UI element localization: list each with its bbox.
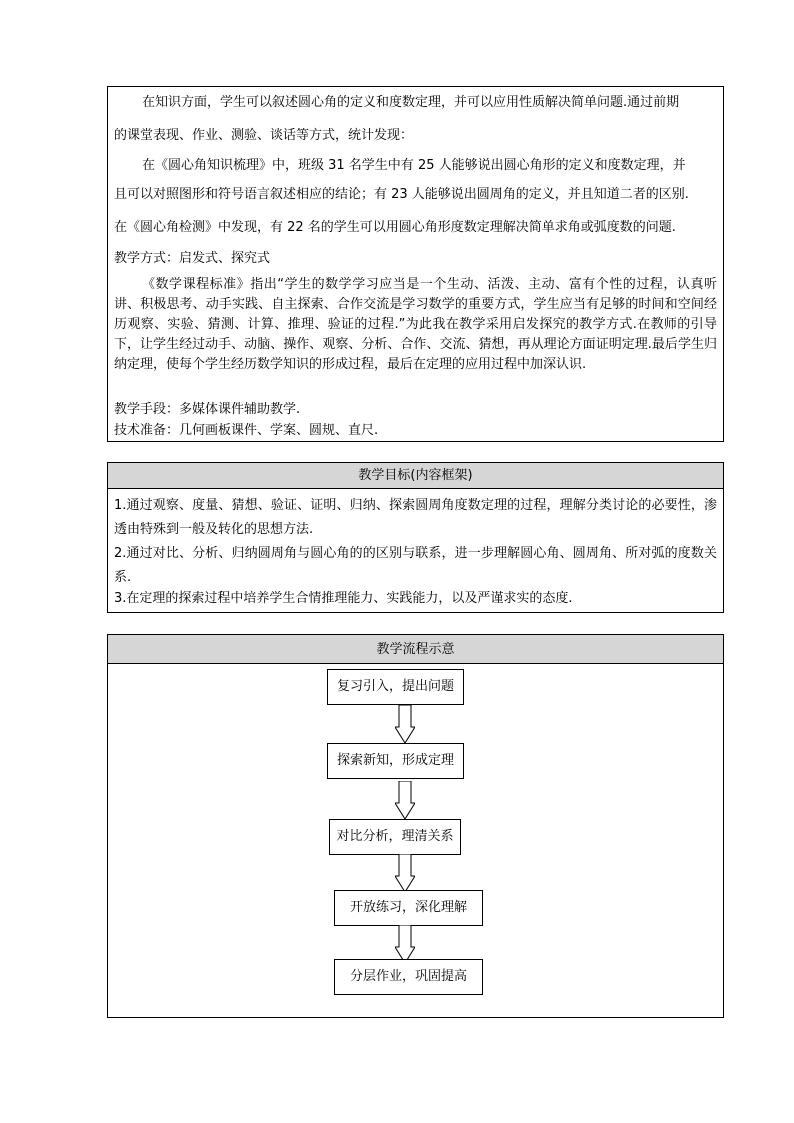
intro-paragraph-2-line-2: 且可以对照图形和符号语言叙述相应的结论；有 23 人能够说出圆周角的定义，并且知道二者的区别. — [114, 187, 689, 202]
teaching-goals-section — [107, 462, 724, 613]
teaching-flow-section — [107, 634, 724, 1018]
intro-paragraph-1-line-1: 在知识方面，学生可以叙述圆心角的定义和度数定理，并可以应用性质解决简单问题.通过前期 — [142, 95, 680, 110]
flow-step-2: 探索新知，形成定理 — [327, 743, 464, 779]
goal-item-3: 3.在定理的探索过程中培养学生合情推理能力、实践能力，以及严谨求实的态度. — [114, 591, 573, 606]
learner-analysis-section — [107, 86, 724, 442]
down-arrow-icon — [395, 705, 415, 745]
curriculum-standard-paragraph: 《数学课程标准》指出“学生的数学学习应当是一个生动、活泼、主动、富有个性的过程，认真听讲、积极思考、动手实践、自主探索、合作交流是学习数学的重要方式，学生应当有足够的时间和空间经历观察、实验、猜测、计算、推理、验证的过程.”为此我在教学采用启发探究的教学方式.在教师的引导下，让学生经过动手、动脑、操作、观察、分析、合作、交流、猜想，再从理论方面证明定理.最后学生归纳定理，使每个学生经历数学知识的形成过程，最后在定理的应用过程中加深认识. — [114, 277, 717, 372]
teaching-goals-header: 教学目标(内容框架) — [108, 463, 723, 489]
flow-step-5: 分层作业，巩固提高 — [334, 959, 483, 995]
teaching-flow-header: 教学流程示意 — [108, 635, 723, 664]
flow-step-1: 复习引入，提出问题 — [327, 669, 464, 705]
flow-step-3: 对比分析，理清关系 — [329, 819, 461, 855]
down-arrow-icon — [395, 854, 415, 894]
goal-item-2: 2.通过对比、分析、归纳圆周角与圆心角的的区别与联系，进一步理解圆心角、圆周角、所对弧的度数关系. — [114, 546, 717, 585]
goal-item-1: 1.通过观察、度量、猜想、验证、证明、归纳、探索圆周角度数定理的过程，理解分类讨论的必要性，渗透由特殊到一般及转化的思想方法. — [114, 498, 717, 537]
flow-step-4: 开放练习，深化理解 — [334, 890, 483, 926]
intro-paragraph-1-line-2: 的课堂表现、作业、测验、谈话等方式，统计发现： — [114, 128, 414, 143]
intro-paragraph-3: 在《圆心角检测》中发现，有 22 名的学生可以用圆心角形度数定理解决简单求角或弧度数的问题. — [114, 220, 676, 235]
down-arrow-icon — [395, 781, 415, 821]
teaching-means: 教学手段：多媒体课件辅助教学. — [114, 402, 301, 417]
teaching-method: 教学方式：启发式、探究式 — [114, 251, 271, 266]
intro-paragraph-2-line-1: 在《圆心角知识梳理》中，班级 31 名学生中有 25 人能够说出圆心角形的定义和度数定理，并 — [142, 158, 686, 173]
technical-preparation: 技术准备：几何画板课件、学案、圆规、直尺. — [114, 423, 379, 438]
